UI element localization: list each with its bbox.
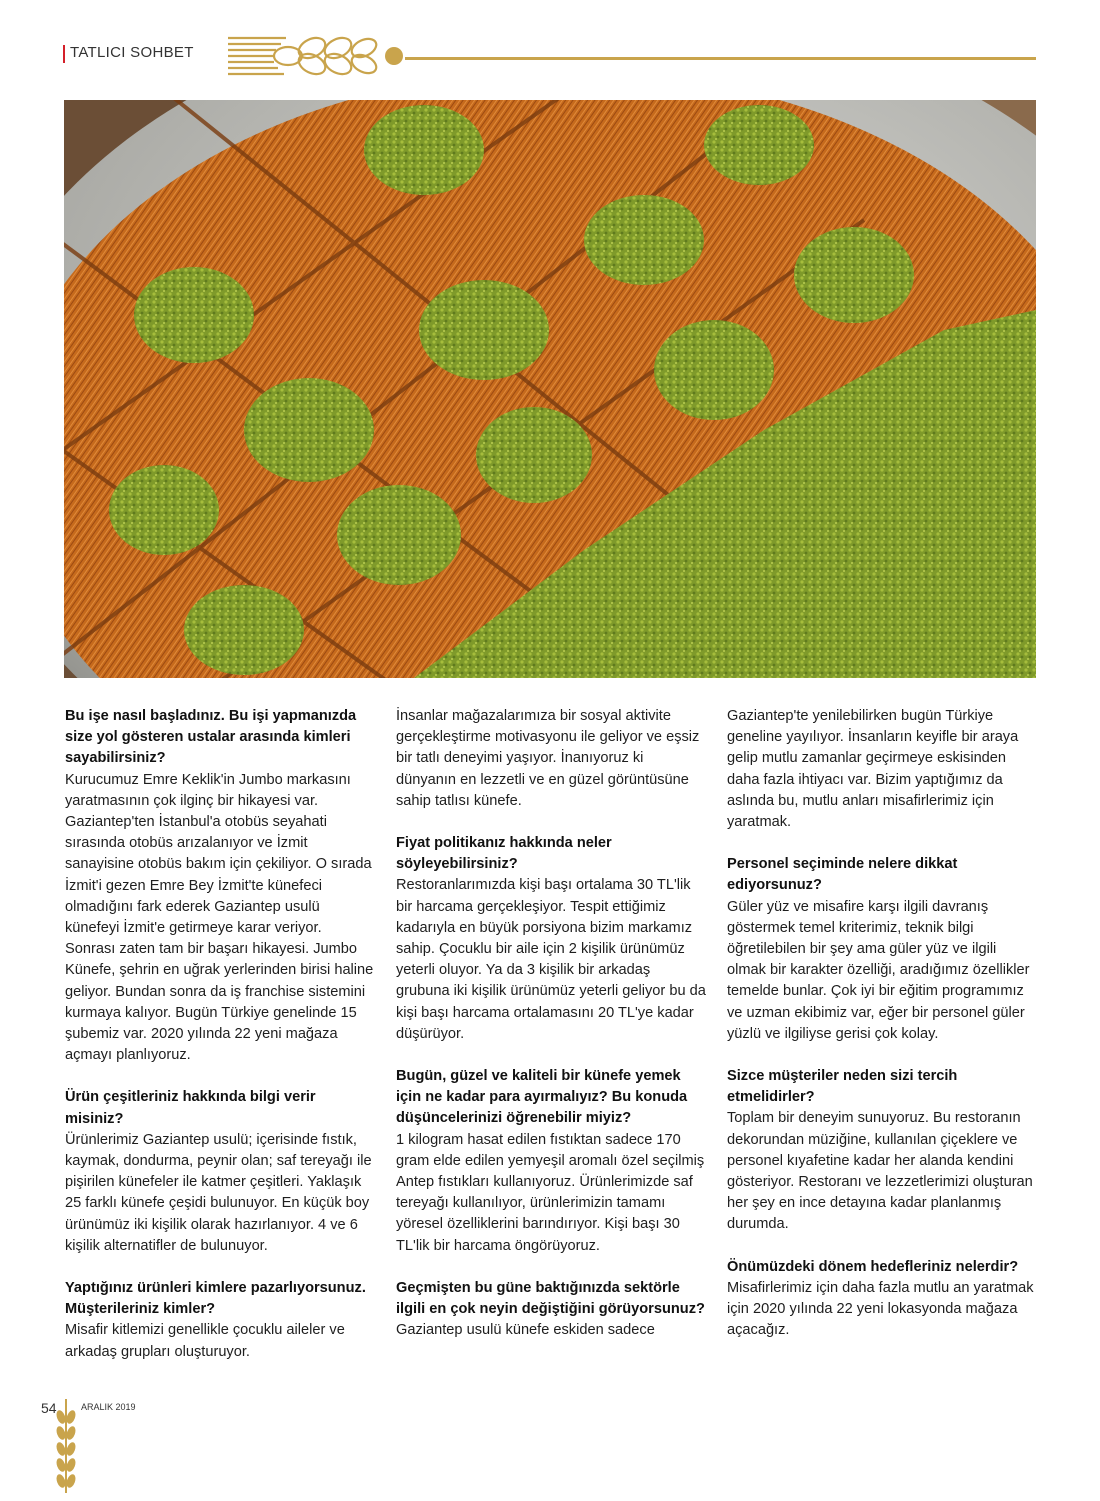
kunefe-photo: [64, 100, 1036, 678]
issue-date: ARALIK 2019: [81, 1402, 136, 1412]
question-heading: Önümüzdeki dönem hedefleriniz nelerdir?: [727, 1258, 1019, 1275]
answer-text: İnsanlar mağazalarımıza bir sosyal aktivite gerçekleştirme motivasyonu ile geliyor ve eşsiz bir tatlı deneyimi yaşıyor. İnanıyoruz ki dünyanın en lezzetli ve en güzel görüntüsüne sahip tatlısı künefe.: [396, 708, 700, 809]
question-heading: Sizce müşteriler neden sizi tercih etmelidirler?: [727, 1068, 958, 1106]
article-column-2: [396, 706, 706, 1362]
header-rule: [405, 57, 1036, 60]
answer-text: Ürünlerimiz Gaziantep usulü; içerisinde fıstık, kaymak, dondurma, peynir olan; saf tereyağı ile pişirilen künefeler ile katmer çeşitleri. Yaklaşık 25 farklı künefe çeşidi bulunuyor. En küçük boy ürünümüz iki kişilik olarak hazırlanıyor. 4 ve 6 kişilik alternatifler de bulunuyor.: [65, 1131, 372, 1254]
answer-text: Misafirlerimiz için daha fazla mutlu an yaratmak için 2020 yılında 22 yeni lokasyonda mağaza açacağız.: [727, 1279, 1034, 1339]
answer-text: 1 kilogram hasat edilen fıstıktan sadece 170 gram elde edilen yemyeşil aromalı özel seçilmiş Antep fıstıkları kullanıyoruz. Ürünlerimizde saf tereyağı kullanılıyor, ürünlerimizin tamamı yöresel özelliklerini barındırıyor. Kişi başı 30 TL'lik bir harcama öngörüyoruz.: [396, 1131, 705, 1254]
question-heading: Ürün çeşitleriniz hakkında bilgi verir misiniz?: [65, 1089, 316, 1127]
answer-text: Gaziantep'te yenilebilirken bugün Türkiye geneline yayılıyor. İnsanların keyifle bir araya gelip mutlu zamanlar geçirmeye eskisinden daha fazla ihtiyacı var. Bizim yaptığımız da aslında bu, mutlu anları misafirlerimiz için yaratmak.: [727, 708, 1019, 831]
wheat-logo-icon: [226, 30, 411, 90]
article-column-3: [727, 706, 1037, 1362]
answer-text: Misafir kitlemizi genellikle çocuklu aileler ve arkadaş grupları oluşturuyor.: [65, 1322, 345, 1360]
question-heading: Personel seçiminde nelere dikkat ediyorsunuz?: [727, 856, 958, 894]
question-heading: Bugün, güzel ve kaliteli bir künefe yemek için ne kadar para ayırmalıyız? Bu konuda düşüncelerinizi öğrenebilir miyiz?: [396, 1068, 688, 1127]
answer-text: Toplam bir deneyim sunuyoruz. Bu restoranın dekorundan müziğine, kullanılan çiçeklere ve personel kıyafetine kadar her alanda kendini gösteriyor. Restoranı ve lezzetlerimizi oluşturan her şey en ince detayına kadar planlanmış durumda.: [727, 1110, 1033, 1233]
answer-text: Restoranlarımızda kişi başı ortalama 30 TL'lik bir harcama gerçekleşiyor. Tespit ettiğimiz kadarıyla en büyük porsiyona bizim markamız sahip. Çocuklu bir aile için 2 kişilik ürünümüz yeterli oluyor. Ya da 3 kişilik bir arkadaş grubuna iki kişilik ürünümüz yeterli geliyor bu da kişi başı harcama ortalamasını 20 TL'ye kadar düşürüyor.: [396, 877, 706, 1042]
answer-text: Kurucumuz Emre Keklik'in Jumbo markasını yaratmasının çok ilginç bir hikayesi var. Gaziantep'ten İstanbul'a otobüs seyahati sırasında otobüs arızalanıyor ve İzmit sanayisine otobüs bakım için çekiliyor. O sırada İzmit'i gezen Emre Bey İzmit'te künefeci olmadığını fark ederek Gaziantep usulü künefeyi İzmit'e getirmeye karar veriyor. Sonrası zaten tam bir başarı hikayesi. Jumbo Künefe, şehrin en uğrak yerlerinden birisi haline geliyor. Bundan sonra da iş franchise sistemini kurmaya kalıyor. Bugün Türkiye genelinde 15 şubemiz var. 2020 yılında 22 yeni mağaza açmayı planlıyoruz.: [65, 771, 374, 1064]
answer-text: Gaziantep usulü künefe eskiden sadece: [396, 1322, 655, 1339]
article-column-1: [65, 706, 375, 1384]
question-heading: Geçmişten bu güne baktığınızda sektörle ilgili en çok neyin değiştiğini görüyorsunuz?: [396, 1279, 705, 1318]
page-number: 54: [41, 1400, 57, 1416]
question-heading: Yaptığınız ürünleri kimlere pazarlıyorsunuz. Müşterileriniz kimler?: [65, 1280, 366, 1318]
wheat-icon: [55, 1395, 77, 1495]
section-label: TATLICI SOHBET: [70, 44, 194, 61]
question-heading: Bu işe nasıl başladınız. Bu işi yapmanızda size yol gösteren ustalar arasında kimleri sayabilirsiniz?: [65, 708, 357, 767]
answer-text: Güler yüz ve misafire karşı ilgili davranış göstermek temel kriterimiz, teknik bilgi öğretilebilen bir şey ama güler yüz ve ilgili olmak bir karakter özelliği, aradığımız özellikler temelde bunlar. Çok iyi bir eğitim programımız ve uzman ekibimiz var, eğer bir personel güler yüzlü ve ilgiliyse gerisi çok kolay.: [727, 898, 1030, 1042]
question-heading: Fiyat politikanız hakkında neler söyleyebilirsiniz?: [396, 835, 612, 873]
